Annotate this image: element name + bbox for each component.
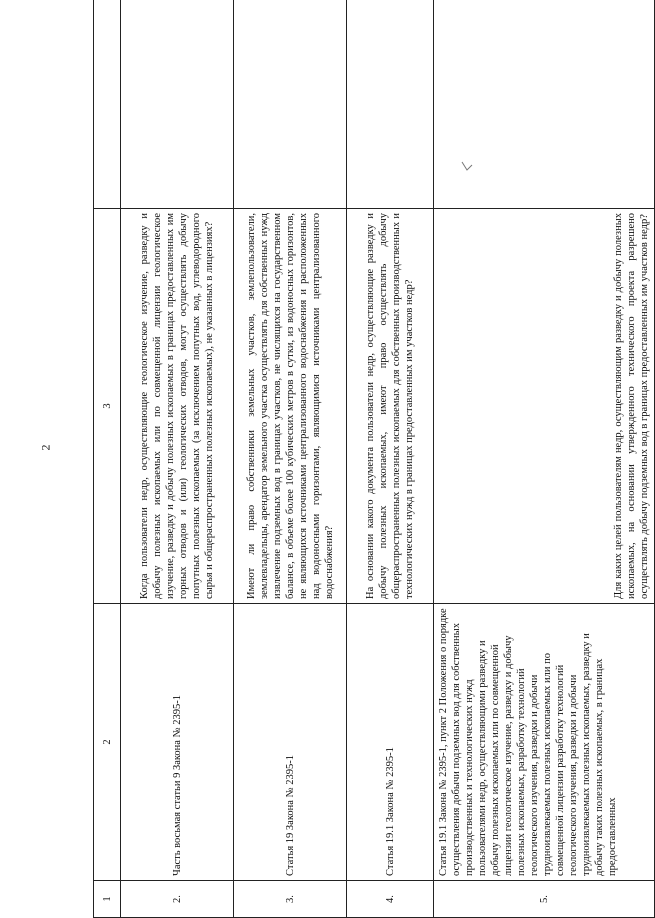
legal-reference: Часть восьмая статьи 9 Закона № 2395-1	[121, 604, 234, 881]
table-row	[121, 0, 234, 918]
legal-reference: Статья 19 Закона № 2395-1	[234, 604, 347, 881]
answer-cell	[347, 0, 434, 209]
header-col-1: 1	[94, 881, 121, 918]
header-col-4	[94, 0, 121, 209]
answer-cell	[234, 0, 347, 209]
row-number: 5.	[434, 881, 655, 918]
questions-table	[93, 0, 655, 918]
table-row	[347, 0, 434, 918]
legal-reference: Статья 19.1 Закона № 2395-1, пункт 2 Положения о порядке осуществления добычи подземных вод для собственных производственных и технологических нужд пользователями недр, осуществляющими разведку и добычу полезных ископаемых или по совмещенной лицензии геологическое изучение, разведку и добычу полезных ископаемых, разработку технологий геологического изучения, разведки и добычи трудноизвлекаемых полезных ископаемых или по совмещенной лицензии разработку технологий геологического изучения, разведки и добычи трудноизвлекаемых полезных ископаемых, разведку и добычу таких полезных ископаемых, в границах предоставленных	[434, 604, 655, 881]
header-col-2: 2	[94, 604, 121, 881]
answer-cell	[121, 0, 234, 209]
legal-reference: Статья 19.1 Закона № 2395-1	[347, 604, 434, 881]
answer-cell	[434, 0, 655, 209]
row-number: 4.	[347, 881, 434, 918]
rotated-table-area	[93, 20, 650, 918]
question-text: Для каких целей пользователям недр, осуществляющим разведку и добычу полезных ископаемых, на основании утвержденного технического проекта разрешено осуществлять добычу подземных вод в границах предоставленных им участков недр?	[434, 209, 655, 604]
row-number: 2.	[121, 881, 234, 918]
header-col-3: 3	[94, 209, 121, 604]
question-text: Когда пользователи недр, осуществляющие геологическое изучение, разведку и добычу полезных ископаемых или по совмещенной лицензии геологическое изучение, разведку и добычу полезных ископаемых в границах предоставленных им горных отводов и (или) геологических отводов, могут осуществлять добычу попутных полезных ископаемых (за исключением попутных вод, углеводородного сырья и общераспространенных полезных ископаемых), не указанных в лицензиях?	[121, 209, 234, 604]
table-row	[234, 0, 347, 918]
row-number: 3.	[234, 881, 347, 918]
question-text: На основании какого документа пользователи недр, осуществляющие разведку и добычу полезных ископаемых, имеют право осуществлять добычу общераспространенных полезных ископаемых для собственных производственных и технологических нужд в границах предоставленных им участков недр?	[347, 209, 434, 604]
page-number: 2	[38, 444, 53, 451]
table-header-row	[94, 0, 121, 918]
question-text: Имеют ли право собственники земельных участков, землепользователи, землевладельцы, арендатор земельного участка осуществлять для собственных нужд извлечение подземных вод в границах участков, не числящихся на государственном балансе, в объеме более 100 кубических метров в сутки, из водоносных горизонтов, не являющихся источниками централизованного водоснабжения и расположенных над водоносными горизонтами, являющимися источниками централизованного водоснабжения?	[234, 209, 347, 604]
table-row	[434, 0, 655, 918]
